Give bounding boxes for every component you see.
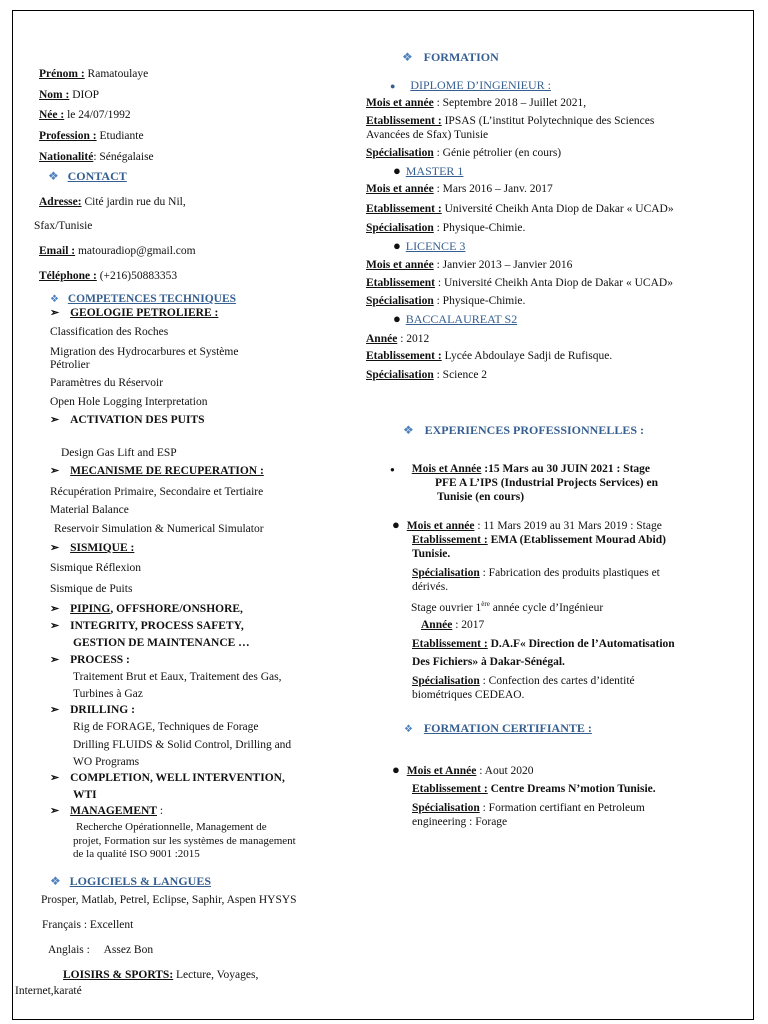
diplome-spec-label: Spécialisation bbox=[366, 147, 434, 159]
bac-annee-value: : 2012 bbox=[397, 333, 430, 345]
list-item: Reservoir Simulation & Numerical Simulator bbox=[54, 523, 264, 535]
exp-3-line bbox=[411, 600, 603, 615]
list-item: Material Balance bbox=[50, 504, 129, 516]
bac-etab-line bbox=[366, 350, 612, 363]
anglais-line: Anglais : Assez Bon bbox=[48, 944, 154, 956]
nationalite-label: Nationalité bbox=[39, 151, 94, 163]
certif-etab-line bbox=[412, 783, 656, 796]
master-etab-value: Université Cheikh Anta Diop de Dakar « UCAD» bbox=[441, 203, 674, 215]
licence-etab-value: : Université Cheikh Anta Diop de Dakar « UCAD» bbox=[435, 277, 673, 289]
nee-value: le 24/07/1992 bbox=[67, 109, 131, 121]
adresse-value: Cité jardin rue du Nil, bbox=[84, 196, 186, 208]
loisirs-label: LOISIRS & SPORTS: bbox=[63, 969, 174, 981]
diamond-bullet-icon: ❖ bbox=[402, 50, 413, 64]
completion-heading bbox=[50, 772, 285, 785]
certif-spec-line-2: engineering : Forage bbox=[412, 816, 508, 828]
dot-bullet-icon: ● bbox=[393, 238, 401, 253]
licence-etab-line bbox=[366, 277, 673, 290]
loisirs-value: Lecture, Voyages, bbox=[173, 969, 259, 981]
arrow-bullet-icon: ➢ bbox=[50, 772, 60, 784]
contact-heading bbox=[48, 170, 127, 184]
exp-2-value: : 11 Mars 2019 au 31 Mars 2019 : Stage bbox=[474, 520, 662, 532]
formation-heading bbox=[402, 51, 499, 65]
exp-1-line-3: Tunisie (en cours) bbox=[437, 491, 525, 503]
competences-heading bbox=[50, 293, 236, 306]
bac-spec-label: Spécialisation bbox=[366, 369, 434, 381]
nationalite-value: : Sénégalaise bbox=[93, 151, 154, 163]
formation-title: FORMATION bbox=[423, 50, 499, 64]
licence-title: LICENCE 3 bbox=[405, 239, 466, 253]
exp-3-annee-label: Année bbox=[421, 619, 453, 631]
bac-spec-line bbox=[366, 369, 487, 382]
process-title: PROCESS : bbox=[70, 654, 130, 666]
certif-spec-line bbox=[412, 802, 645, 815]
completion-title: COMPLETION, WELL INTERVENTION, bbox=[70, 772, 285, 784]
certif-spec-value: : Formation certifiant en Petroleum bbox=[479, 802, 645, 814]
bac-annee-line bbox=[366, 333, 429, 346]
arrow-bullet-icon: ➢ bbox=[50, 620, 60, 632]
experiences-heading bbox=[403, 424, 644, 438]
master-spec-value: : Physique-Chimie. bbox=[433, 222, 526, 234]
profession-value: Etudiante bbox=[99, 130, 144, 142]
dot-bullet-icon: ● bbox=[390, 465, 395, 474]
licence-etab-label: Etablissement bbox=[366, 277, 435, 289]
logiciels-title: LOGICIELS & LANGUES bbox=[69, 874, 212, 888]
certif-etab-value: Centre Dreams N’motion Tunisie. bbox=[487, 783, 656, 795]
exp-3-etab-line bbox=[412, 638, 675, 651]
list-item: Rig de FORAGE, Techniques de Forage bbox=[73, 721, 259, 733]
prenom-line bbox=[39, 68, 148, 81]
list-item: Sismique Réflexion bbox=[50, 562, 142, 574]
master-mois-line bbox=[366, 183, 553, 196]
exp-3-spec-label: Spécialisation bbox=[412, 675, 480, 687]
exp-1-value: :15 Mars au 30 JUIN 2021 : Stage bbox=[481, 463, 651, 475]
sismique-heading bbox=[50, 542, 134, 555]
exp-1-line-2: PFE A L’IPS (Industrial Projects Services) en bbox=[435, 477, 658, 489]
diplome-mois-value: : Septembre 2018 – Juillet 2021, bbox=[433, 97, 587, 109]
process-heading bbox=[50, 654, 130, 667]
bac-spec-value: : Science 2 bbox=[433, 369, 488, 381]
exp-2-etab-line bbox=[412, 534, 666, 547]
ville-line: Sfax/Tunisie bbox=[34, 220, 93, 232]
exp-3-etab-label: Etablissement : bbox=[412, 638, 488, 650]
list-item: Classification des Roches bbox=[50, 326, 169, 338]
integrity-heading bbox=[50, 620, 244, 633]
licence-mois-line bbox=[366, 259, 572, 272]
exp-2-label: Mois et année bbox=[406, 520, 475, 532]
arrow-bullet-icon: ➢ bbox=[50, 704, 60, 716]
master-spec-label: Spécialisation bbox=[366, 222, 434, 234]
list-item: Sismique de Puits bbox=[50, 583, 133, 595]
prenom-value: Ramatoulaye bbox=[87, 68, 149, 80]
exp-3-pre: Stage ouvrier 1 bbox=[411, 601, 482, 614]
licence-spec-line bbox=[366, 295, 525, 308]
arrow-bullet-icon: ➢ bbox=[50, 465, 60, 477]
master-title: MASTER 1 bbox=[405, 164, 464, 178]
nationalite-line bbox=[39, 151, 154, 164]
licence-mois-label: Mois et année bbox=[366, 259, 434, 271]
exp-1-label: Mois et Année bbox=[411, 463, 482, 475]
nom-value: DIOP bbox=[72, 89, 100, 101]
list-item: Traitement Brut et Eaux, Traitement des Gas, bbox=[73, 671, 282, 683]
licence-mois-value: : Janvier 2013 – Janvier 2016 bbox=[433, 259, 573, 271]
geologie-heading bbox=[50, 307, 218, 320]
bac-title: BACCALAUREAT S2 bbox=[405, 312, 518, 326]
exp-2-spec-line-2: dérivés. bbox=[412, 581, 449, 593]
diamond-bullet-icon: ❖ bbox=[403, 423, 414, 437]
loisirs-line bbox=[63, 969, 258, 982]
exp-3-etab-value: D.A.F« Direction de l’Automatisation bbox=[487, 638, 675, 650]
profession-line bbox=[39, 130, 144, 143]
master-spec-line bbox=[366, 222, 525, 235]
activation-title: ACTIVATION DES PUITS bbox=[70, 414, 205, 426]
email-label: Email : bbox=[39, 245, 76, 257]
exp-3-annee-value: : 2017 bbox=[452, 619, 485, 631]
list-item: Design Gas Lift and ESP bbox=[61, 447, 177, 459]
master-heading bbox=[393, 164, 463, 179]
sismique-title: SISMIQUE : bbox=[70, 542, 135, 554]
drilling-heading bbox=[50, 704, 135, 717]
telephone-line bbox=[39, 270, 177, 283]
loisirs-line-2: Internet,karaté bbox=[15, 985, 82, 997]
management-heading bbox=[50, 805, 163, 818]
list-item: Paramètres du Réservoir bbox=[50, 377, 164, 389]
arrow-bullet-icon: ➢ bbox=[50, 307, 60, 319]
list-item: Drilling FLUIDS & Solid Control, Drilling and bbox=[73, 739, 292, 751]
list-item: Turbines à Gaz bbox=[73, 688, 143, 700]
logiciels-heading bbox=[50, 875, 211, 889]
mecanisme-heading bbox=[50, 465, 264, 478]
diplome-mois-line bbox=[366, 97, 586, 110]
adresse-line bbox=[39, 196, 186, 209]
master-etab-label: Etablissement : bbox=[366, 203, 442, 215]
bac-etab-label: Etablissement : bbox=[366, 350, 442, 362]
arrow-bullet-icon: ➢ bbox=[50, 654, 60, 666]
dot-bullet-icon: ● bbox=[393, 163, 401, 178]
licence-spec-value: : Physique-Chimie. bbox=[433, 295, 526, 307]
bac-etab-value: Lycée Abdoulaye Sadji de Rufisque. bbox=[441, 350, 613, 362]
diplome-etab-line-2: Avancées de Sfax) Tunisie bbox=[366, 129, 489, 141]
diplome-spec-value: : Génie pétrolier (en cours) bbox=[433, 147, 562, 159]
management-title: MANAGEMENT bbox=[70, 805, 157, 817]
exp-3-post: année cycle d’Ingénieur bbox=[489, 601, 604, 614]
dot-bullet-icon: ● bbox=[392, 762, 400, 777]
piping-heading bbox=[50, 603, 243, 616]
list-item: de la qualité ISO 9001 :2015 bbox=[73, 848, 200, 860]
certif-spec-label: Spécialisation bbox=[412, 802, 480, 814]
exp-2-etab-line-2: Tunisie. bbox=[412, 548, 451, 560]
list-item: projet, Formation sur les systèmes de management bbox=[73, 835, 296, 847]
list-item: Recherche Opérationnelle, Management de bbox=[76, 821, 267, 833]
master-mois-label: Mois et année bbox=[366, 183, 434, 195]
bac-annee-label: Année bbox=[366, 333, 398, 345]
exp-3-annee-line bbox=[421, 619, 484, 632]
francais-line: Français : Excellent bbox=[42, 919, 134, 931]
exp-1-line bbox=[390, 463, 650, 476]
list-item: Open Hole Logging Interpretation bbox=[50, 396, 208, 408]
dot-bullet-icon: ● bbox=[390, 81, 396, 91]
diplome-spec-line bbox=[366, 147, 561, 160]
diamond-outline-bullet-icon: ❖ bbox=[404, 724, 413, 735]
software-line: Prosper, Matlab, Petrel, Eclipse, Saphir, Aspen HYSYS bbox=[41, 894, 297, 906]
drilling-title: DRILLING : bbox=[70, 704, 135, 716]
nom-line bbox=[39, 89, 99, 102]
exp-2-spec-label: Spécialisation bbox=[412, 567, 480, 579]
profession-label: Profession : bbox=[39, 130, 97, 142]
list-item: Pétrolier bbox=[50, 359, 90, 371]
geologie-title: GEOLOGIE PETROLIERE : bbox=[70, 307, 219, 319]
list-item: WO Programs bbox=[73, 756, 140, 768]
licence-heading bbox=[393, 239, 465, 254]
certif-mois-line bbox=[392, 763, 534, 778]
piping-title: PIPING bbox=[70, 603, 111, 615]
diplome-etab-label: Etablissement : bbox=[366, 115, 442, 127]
dot-bullet-icon: ● bbox=[393, 311, 401, 326]
arrow-bullet-icon: ➢ bbox=[50, 805, 60, 817]
management-colon: : bbox=[156, 805, 164, 817]
certif-mois-value: : Aout 2020 bbox=[476, 765, 534, 777]
piping-rest: , OFFSHORE/ONSHORE, bbox=[110, 603, 243, 615]
wti-line: WTI bbox=[73, 789, 97, 801]
diplome-mois-label: Mois et année bbox=[366, 97, 434, 109]
diplome-title: DIPLOME D’INGENIEUR : bbox=[410, 78, 551, 92]
exp-3-spec-value: : Confection des cartes d’identité bbox=[479, 675, 635, 687]
exp-3-spec-line bbox=[412, 675, 635, 688]
competences-title: COMPETENCES TECHNIQUES bbox=[67, 293, 237, 305]
nee-label: Née : bbox=[39, 109, 65, 121]
exp-2-spec-value: : Fabrication des produits plastiques et bbox=[479, 567, 660, 579]
diplome-etab-value: IPSAS (L’institut Polytechnique des Sciences bbox=[441, 115, 655, 127]
nom-label: Nom : bbox=[39, 89, 70, 101]
gestion-line: GESTION DE MAINTENANCE … bbox=[73, 637, 250, 649]
adresse-label: Adresse: bbox=[39, 196, 82, 208]
list-item: Récupération Primaire, Secondaire et Tertiaire bbox=[50, 486, 264, 498]
exp-2-etab-label: Etablissement : bbox=[412, 534, 488, 546]
bac-heading bbox=[393, 312, 517, 327]
dot-bullet-icon: ● bbox=[392, 517, 400, 532]
diamond-bullet-icon: ❖ bbox=[50, 874, 61, 888]
telephone-value: (+216)50883353 bbox=[99, 270, 178, 282]
activation-heading bbox=[50, 414, 205, 427]
email-value[interactable]: matouradiop@gmail.com bbox=[77, 245, 196, 257]
master-etab-line bbox=[366, 203, 674, 216]
diplome-heading bbox=[390, 79, 551, 93]
exp-3-etab-line-2: Des Fichiers» à Dakar-Sénégal. bbox=[412, 656, 565, 668]
arrow-bullet-icon: ➢ bbox=[50, 603, 60, 615]
exp-3-sup: ère bbox=[481, 600, 490, 608]
licence-spec-label: Spécialisation bbox=[366, 295, 434, 307]
arrow-bullet-icon: ➢ bbox=[50, 542, 60, 554]
exp-2-etab-value: EMA (Etablissement Mourad Abid) bbox=[487, 534, 666, 546]
integrity-title: INTEGRITY, PROCESS SAFETY, bbox=[70, 620, 244, 632]
certifiante-heading bbox=[404, 722, 592, 736]
experiences-title: EXPERIENCES PROFESSIONNELLES : bbox=[424, 423, 645, 437]
contact-title: CONTACT bbox=[67, 169, 127, 183]
certif-mois-label: Mois et Année bbox=[406, 765, 477, 777]
exp-2-spec-line bbox=[412, 567, 660, 580]
diamond-bullet-icon: ❖ bbox=[48, 169, 59, 183]
master-mois-value: : Mars 2016 – Janv. 2017 bbox=[433, 183, 553, 195]
certifiante-title: FORMATION CERTIFIANTE : bbox=[423, 721, 592, 735]
telephone-label: Téléphone : bbox=[39, 270, 97, 282]
prenom-label: Prénom : bbox=[39, 68, 85, 80]
certif-etab-label: Etablissement : bbox=[412, 783, 488, 795]
diamond-outline-bullet-icon: ❖ bbox=[50, 294, 59, 305]
exp-3-spec-line-2: biométriques CEDEAO. bbox=[412, 689, 525, 701]
exp-2-line bbox=[392, 518, 662, 533]
email-line bbox=[39, 245, 196, 258]
mecanisme-title: MECANISME DE RECUPERATION : bbox=[70, 465, 264, 477]
diplome-etab-line bbox=[366, 115, 654, 128]
nee-line bbox=[39, 109, 131, 122]
list-item: Migration des Hydrocarbures et Système bbox=[50, 346, 239, 358]
arrow-bullet-icon: ➢ bbox=[50, 414, 60, 426]
